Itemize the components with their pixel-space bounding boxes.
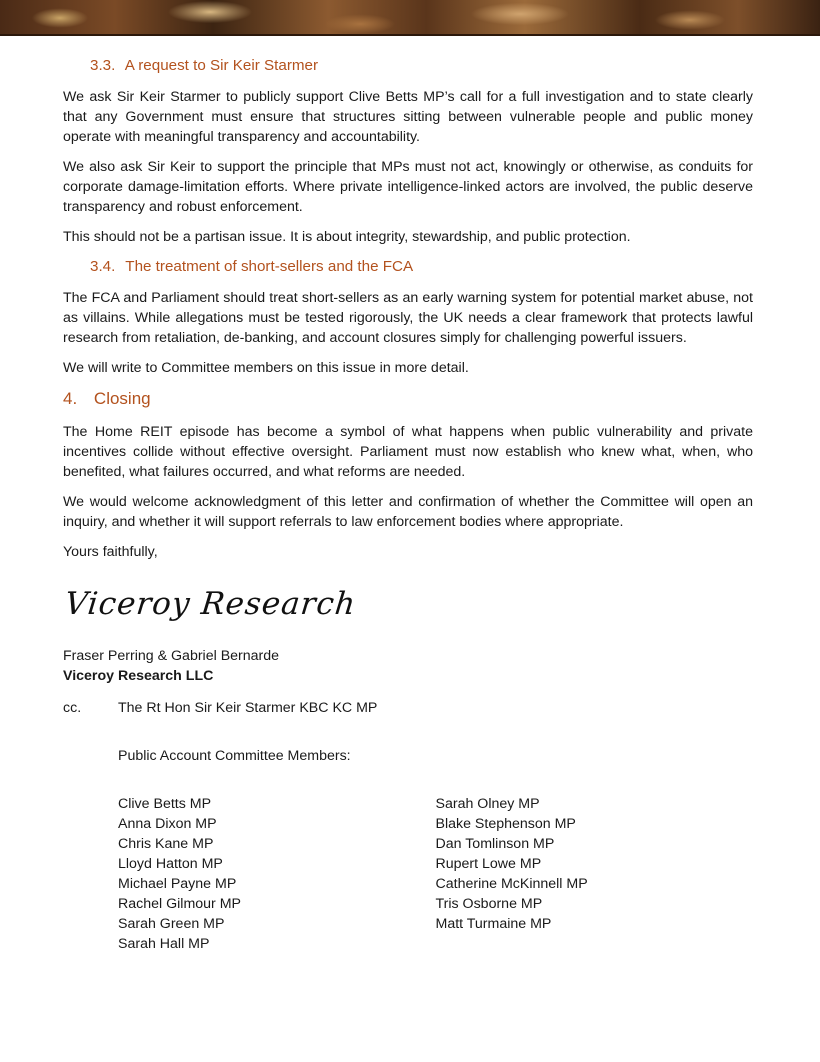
- member-name: Michael Payne MP: [118, 876, 237, 892]
- section-title: Closing: [93, 389, 151, 408]
- member-column-left: [118, 794, 436, 954]
- header-artwork-banner: [0, 0, 820, 36]
- cc-label: cc.: [63, 700, 82, 716]
- member-name: Anna Dixon MP: [118, 816, 217, 832]
- section-number: 3.4.: [90, 258, 116, 275]
- paragraph: We also ask Sir Keir to support the principle that MPs must not act, knowingly or otherwise, as conduits for corporate damage-limitation efforts. Where private intelligence-linked actors are involved, the public deserve transparency and robust enforcement.: [63, 159, 753, 215]
- committee-member-list: [118, 794, 753, 954]
- cc-recipient: The Rt Hon Sir Keir Starmer KBC KC MP: [118, 700, 378, 716]
- letter-body: [63, 52, 753, 954]
- section-title: A request to Sir Keir Starmer: [124, 57, 319, 74]
- handwritten-signature: Viceroy Research: [63, 586, 358, 622]
- section-number: 4.: [63, 389, 78, 408]
- section-title: The treatment of short-sellers and the FCA: [125, 258, 414, 275]
- paragraph: We will write to Committee members on this issue in more detail.: [63, 360, 469, 376]
- member-name: Lloyd Hatton MP: [118, 856, 223, 872]
- member-name: Chris Kane MP: [118, 836, 214, 852]
- section-heading-3-4: [90, 257, 753, 277]
- member-name: Matt Turmaine MP: [435, 916, 552, 932]
- paragraph: This should not be a partisan issue. It is about integrity, stewardship, and public protection.: [63, 229, 631, 245]
- member-name: Sarah Olney MP: [435, 796, 540, 812]
- company-name: Viceroy Research LLC: [63, 668, 214, 684]
- member-column-right: [436, 794, 754, 954]
- member-name: Tris Osborne MP: [435, 896, 543, 912]
- salutation: Yours faithfully,: [63, 544, 158, 560]
- member-name: Sarah Hall MP: [118, 936, 210, 952]
- member-name: Rachel Gilmour MP: [118, 896, 241, 912]
- member-name: Clive Betts MP: [118, 796, 212, 812]
- cc-block: [63, 698, 753, 766]
- committee-heading: Public Account Committee Members:: [118, 748, 351, 764]
- member-name: Dan Tomlinson MP: [435, 836, 555, 852]
- paragraph: The FCA and Parliament should treat short-sellers as an early warning system for potential market abuse, not as villains. While allegations must be tested rigorously, the UK needs a clear framework that protects lawful research from retaliation, de-banking, and account closures simply for challenging powerful issuers.: [63, 290, 753, 346]
- paragraph: We would welcome acknowledgment of this letter and confirmation of whether the Committee will open an inquiry, and whether it will support referrals to law enforcement bodies where appropriate.: [63, 494, 753, 530]
- section-heading-4: [63, 388, 753, 410]
- member-name: Catherine McKinnell MP: [435, 876, 588, 892]
- signer-names: Fraser Perring & Gabriel Bernarde: [63, 648, 280, 664]
- member-name: Sarah Green MP: [118, 916, 225, 932]
- section-number: 3.3.: [90, 57, 116, 74]
- member-name: Rupert Lowe MP: [435, 856, 542, 872]
- section-heading-3-3: [90, 56, 753, 76]
- paragraph: We ask Sir Keir Starmer to publicly support Clive Betts MP’s call for a full investigation and to state clearly that any Government must ensure that structures sitting between vulnerable people and public money operate with meaningful transparency and accountability.: [63, 89, 753, 145]
- paragraph: The Home REIT episode has become a symbol of what happens when public vulnerability and private incentives collide without effective oversight. Parliament must now establish who knew what, when, who benefited, what failures occurred, and what reforms are needed.: [63, 424, 753, 480]
- member-name: Blake Stephenson MP: [435, 816, 576, 832]
